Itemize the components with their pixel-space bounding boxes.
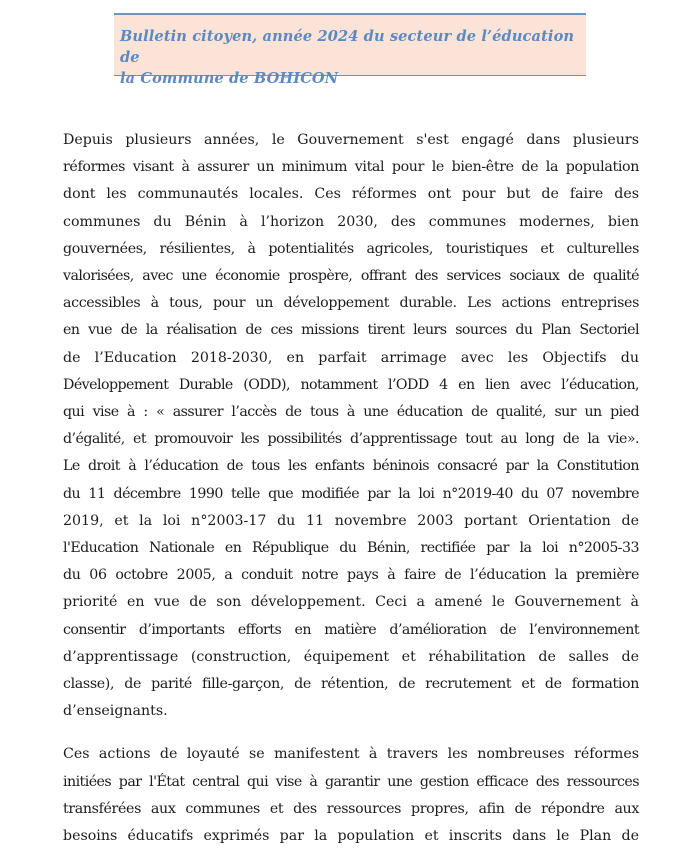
text-line: Ces actions de loyauté se manifestent à travers les nombreuses réformes (63, 746, 639, 763)
text-line: dont les communautés locales. Ces réformes ont pour but de faire des (63, 186, 639, 203)
document-body (63, 127, 639, 866)
text-line: réformes visant à assurer un minimum vital pour le bien-être de la population (63, 159, 639, 176)
text-line: Le droit à l’éducation de tous les enfants béninois consacré par la Constitution (63, 458, 639, 475)
text-line: du 11 décembre 1990 telle que modifiée par la loi n°2019-40 du 07 novembre (63, 485, 639, 502)
text-line: accessibles à tous, pour un développement durable. Les actions entreprises (63, 295, 639, 312)
text-line: communes du Bénin à l’horizon 2030, des communes modernes, bien (63, 213, 639, 230)
text-line: transférées aux communes et des ressources propres, afin de répondre aux (63, 800, 639, 817)
text-line: classe), de parité fille-garçon, de rétention, de recrutement et de formation (63, 676, 639, 693)
text-line: initiées par l'État central qui vise à garantir une gestion efficace des ressources (63, 773, 639, 790)
text-line: l'Education Nationale en République du Bénin, rectifiée par la loi n°2005-33 (63, 540, 639, 557)
bulletin-title-line-2: la Commune de BOHICON (120, 70, 339, 87)
paragraph-introduction (63, 127, 639, 725)
text-line: d’apprentissage (construction, équipement et réhabilitation de salles de (63, 648, 639, 665)
text-line: Développement Durable (ODD), notamment l’ODD 4 en lien avec l’éducation, (63, 376, 639, 393)
text-line: Depuis plusieurs années, le Gouvernement s'est engagé dans plusieurs (63, 132, 639, 148)
text-line: gouvernées, résilientes, à potentialités agricoles, touristiques et culturelles (63, 240, 639, 257)
text-line: d’enseignants. (63, 703, 168, 720)
bulletin-title-line-1: Bulletin citoyen, année 2024 du secteur de l’éducation de (120, 28, 575, 66)
text-line: de l’Education 2018-2030, en parfait arrimage avec les Objectifs du (63, 349, 639, 366)
text-line: priorité en vue de son développement. Ceci a amené le Gouvernement à (63, 594, 639, 611)
paragraph-reforms (63, 741, 639, 850)
text-line: consentir d’importants efforts en matière d’amélioration de l’environnement (63, 621, 639, 638)
text-line: du 06 octobre 2005, a conduit notre pays à faire de l’éducation la première (63, 567, 639, 584)
text-line: besoins éducatifs exprimés par la population et inscrits dans le Plan de (63, 828, 639, 845)
text-line: valorisées, avec une économie prospère, offrant des services sociaux de qualité (63, 268, 639, 285)
text-line: 2019, et la loi n°2003-17 du 11 novembre 2003 portant Orientation de (63, 512, 639, 529)
text-line: en vue de la réalisation de ces missions tirent leurs sources du Plan Sectoriel (63, 322, 639, 339)
bulletin-title-box (114, 13, 586, 87)
bulletin-title (120, 26, 586, 89)
text-line: qui vise à : « assurer l’accès de tous à une éducation de qualité, sur un pied (63, 404, 639, 421)
text-line: d’égalité, et promouvoir les possibilités d’apprentissage tout au long de la vie». (63, 431, 639, 448)
